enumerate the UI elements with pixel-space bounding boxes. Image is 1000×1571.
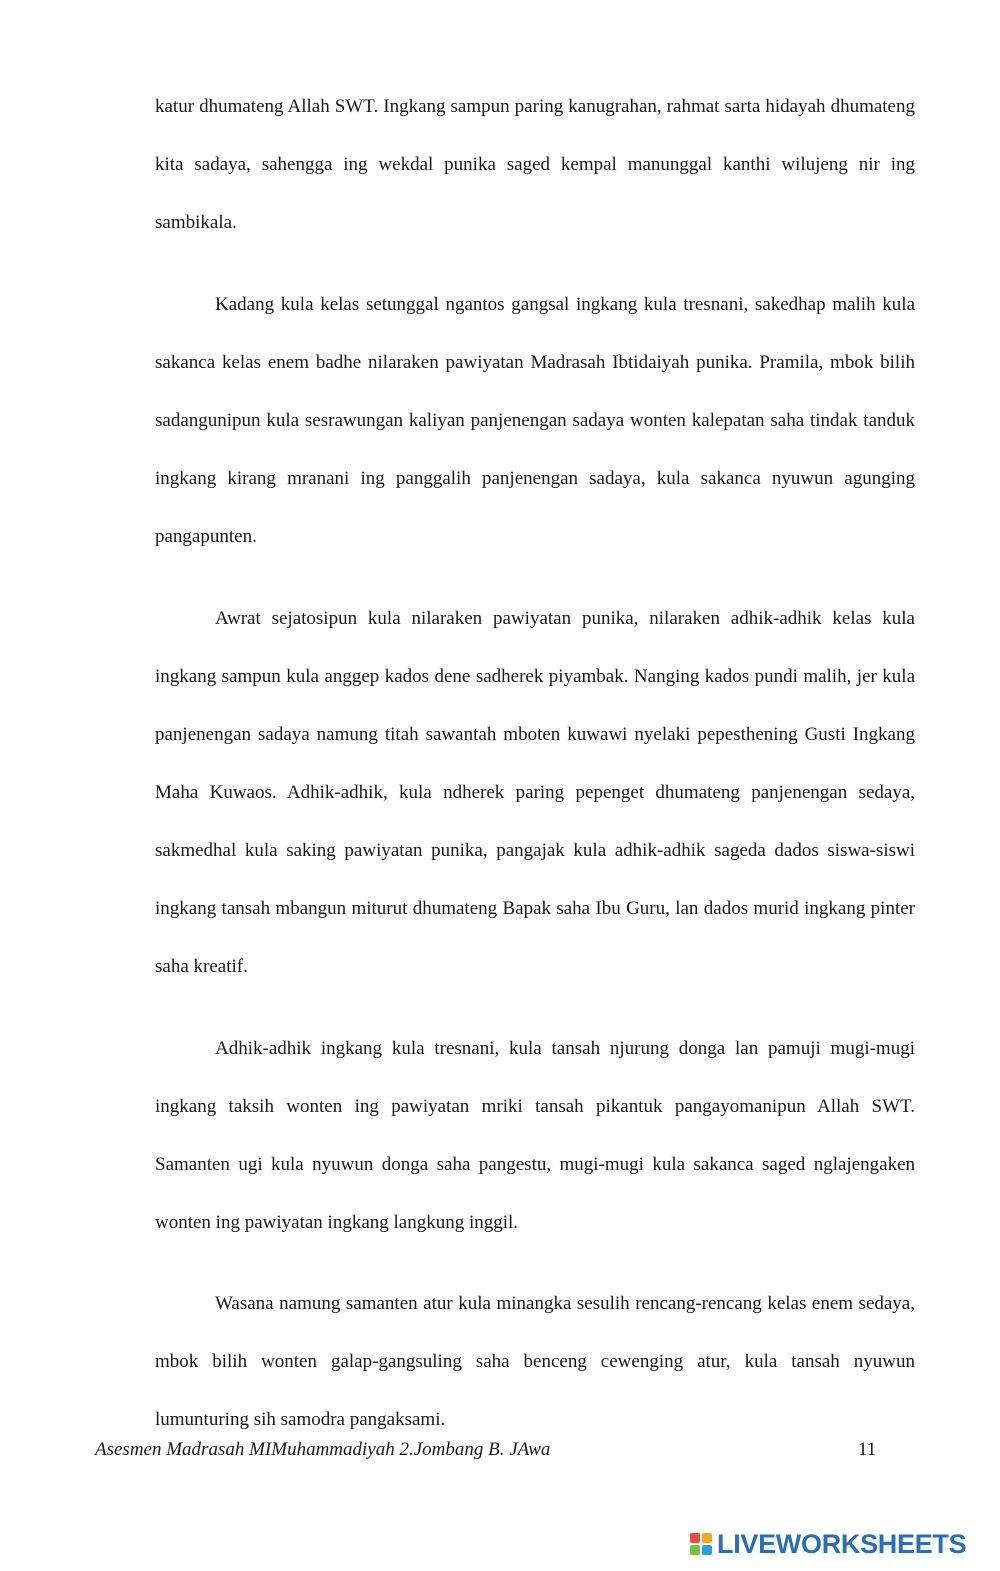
paragraph-4 (155, 1020, 915, 1252)
logo-square-green (690, 1545, 700, 1555)
liveworksheets-logo-icon (690, 1533, 712, 1555)
paragraph-text: Wasana namung samanten atur kula minangka sesulih rencang-rencang kelas enem sedaya, mbok bilih wonten galap-gangsuling saha benceng cewenging atur, kula tansah nyuwun lumunturing sih samodra pangaksami. (155, 1293, 915, 1430)
logo-square-blue (702, 1545, 712, 1555)
page-number: 11 (858, 1439, 877, 1460)
paragraph-text: Adhik-adhik ingkang kula tresnani, kula tansah njurung donga lan pamuji mugi-mugi ingkang taksih wonten ing pawiyatan mriki tansah pikantuk pangayomanipun Allah SWT. Samanten ugi kula nyuwun donga saha pangestu, mugi-mugi kula sakanca saged nglajengaken wonten ing pawiyatan ingkang langkung inggil. (155, 1038, 915, 1233)
paragraph-text: Awrat sejatosipun kula nilaraken pawiyatan punika, nilaraken adhik-adhik kelas kula ingkang sampun kula anggep kados dene sadherek piyambak. Nanging kados pundi malih, jer kula panjenengan sadaya namung titah sawantah mboten kuwawi nyelaki pepesthening Gusti Ingkang Maha Kuwaos. Adhik-adhik, kula ndherek paring pepenget dhumateng panjenengan sedaya, sakmedhal kula saking pawiyatan punika, pangajak kula adhik-adhik sageda dados siswa-siswi ingkang tansah mbangun miturut dhumateng Bapak saha Ibu Guru, lan dados murid ingkang pinter saha kreatif. (155, 608, 915, 977)
paragraph-2 (155, 276, 915, 566)
paragraph-5 (155, 1275, 915, 1449)
logo-square-red (690, 1533, 700, 1543)
paragraph-text: katur dhumateng Allah SWT. Ingkang sampun paring kanugrahan, rahmat sarta hidayah dhumateng kita sadaya, sahengga ing wekdal punika saged kempal manunggal kanthi wilujeng nir ing sambikala. (155, 96, 915, 233)
paragraph-1 (155, 78, 915, 252)
brand-name: LIVEWORKSHEETS (717, 1528, 967, 1559)
logo-square-orange (702, 1533, 712, 1543)
paragraph-text: Kadang kula kelas setunggal ngantos gangsal ingkang kula tresnani, sakedhap malih kula sakanca kelas enem badhe nilaraken pawiyatan Madrasah Ibtidaiyah punika. Pramila, mbok bilih sadangunipun kula sesrawungan kaliyan panjenengan sadaya wonten kalepatan saha tindak tanduk ingkang kirang mranani ing panggalih panjenengan sadaya, kula sakanca nyuwun agunging pangapunten. (155, 294, 915, 547)
footer-title: Asesmen Madrasah MIMuhammadiyah 2.Jombang B. JAwa (95, 1439, 551, 1460)
paragraph-3 (155, 590, 915, 996)
liveworksheets-brand[interactable] (690, 1527, 990, 1561)
